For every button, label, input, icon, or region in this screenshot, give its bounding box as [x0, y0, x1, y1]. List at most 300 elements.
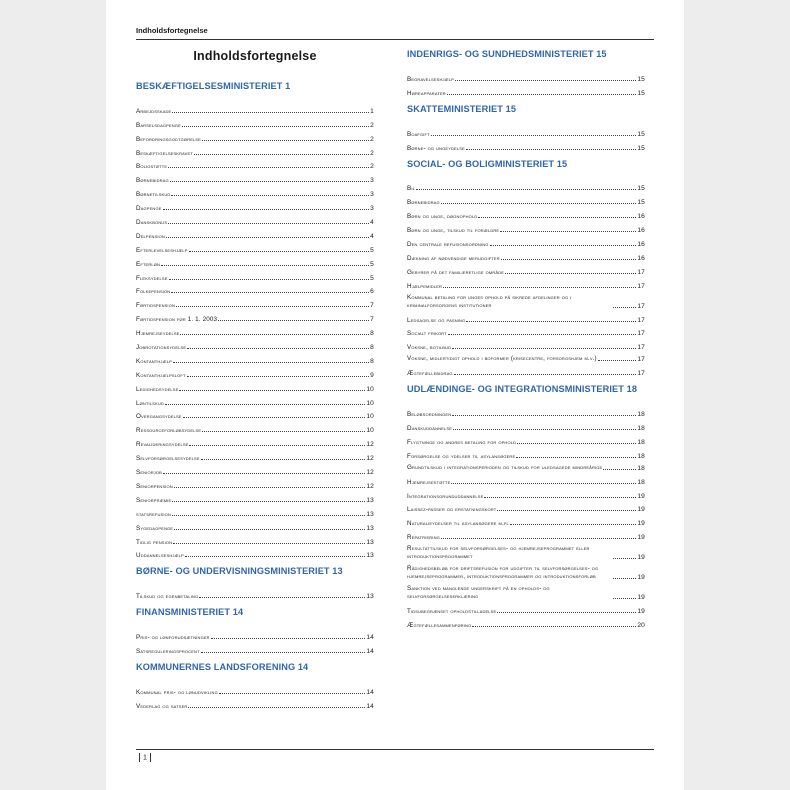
toc-entry[interactable] [136, 242, 374, 256]
dot-leader [451, 483, 636, 484]
toc-entry[interactable] [407, 208, 645, 222]
dot-leader [201, 652, 366, 653]
toc-entry-page: 3 [370, 205, 374, 213]
toc-entry-page: 16 [637, 241, 645, 249]
toc-entry-label: Tidlig pension [136, 538, 173, 546]
toc-entry[interactable] [407, 502, 645, 516]
dot-leader [187, 376, 370, 377]
toc-entry-page: 18 [637, 464, 645, 472]
toc-entry-label: Børnebidrag [136, 177, 169, 185]
section-heading: SKATTEMINISTERIET 15 [407, 103, 517, 114]
toc-entry-label: Børn og unge, døgnophold [407, 213, 478, 221]
toc-entry-label: Efterlevelseshjælp [136, 246, 188, 254]
dot-leader [171, 195, 369, 196]
toc-entry[interactable] [407, 140, 645, 154]
page-footer [136, 753, 154, 762]
toc-entry-label: Ressourceforløbsydelse [136, 427, 202, 435]
dot-leader [169, 279, 370, 280]
toc-entry[interactable] [136, 270, 374, 284]
toc-entry[interactable] [407, 85, 645, 99]
dot-leader [613, 307, 636, 308]
toc-entry-page: 17 [637, 316, 645, 324]
toc-entry[interactable] [136, 131, 374, 145]
toc-entry-page: 10 [366, 399, 374, 407]
dot-leader [172, 501, 365, 502]
toc-entry-page: 16 [637, 213, 645, 221]
toc-entry-page: 15 [637, 130, 645, 138]
dot-leader [174, 487, 366, 488]
toc-entry-label: Ægtefællebidrag [407, 370, 453, 378]
footer-rule [136, 749, 654, 750]
dot-leader [500, 231, 636, 232]
toc-entry-label: Boligstøtte [136, 163, 168, 171]
dot-leader [505, 273, 636, 274]
toc-entry-page: 14 [366, 648, 374, 656]
toc-entry-label: Dagpenge [136, 205, 162, 213]
toc-entry-page: 13 [366, 538, 374, 546]
toc-entry[interactable] [136, 629, 374, 643]
toc-entry-page: 18 [637, 438, 645, 446]
toc-entry[interactable] [407, 529, 645, 543]
dot-leader [185, 556, 366, 557]
toc-entry-label: Førtidspension [136, 302, 175, 310]
dot-leader [466, 321, 636, 322]
dot-leader [484, 497, 636, 498]
toc-entry-page: 19 [637, 492, 645, 500]
dot-leader [219, 693, 366, 694]
toc-entry-page: 20 [637, 622, 645, 630]
toc-entry-label: Danskuddannelse [407, 425, 453, 433]
toc-entry[interactable] [136, 534, 374, 548]
section-heading: INDENRIGS- OG SUNDHEDSMINISTERIET 15 [407, 49, 607, 59]
toc-entry[interactable] [407, 194, 645, 208]
toc-entry-label: Voksne, midlertidigt ophold i boformer (krisecentre, forsorgshjem m.v.) [407, 355, 597, 363]
toc-entry[interactable] [136, 436, 374, 450]
toc-entry-page: 17 [637, 356, 645, 364]
toc-entry-label: Tilskud og egenbetaling [136, 593, 199, 601]
toc-entry-label: Uddannelseshjælp [136, 552, 184, 560]
toc-entry[interactable] [407, 563, 645, 583]
dot-leader [478, 217, 636, 218]
toc-entry-label: Kontanthjælp [136, 357, 172, 365]
toc-entry-page: 2 [370, 135, 374, 143]
toc-entry-label: Seniorjob [136, 469, 162, 477]
toc-entry[interactable] [136, 228, 374, 242]
toc-entry-label: Barselsdagpenge [136, 121, 181, 129]
toc-entry-label: Førtidspension før 1. 1. 2003 [136, 316, 218, 324]
dot-leader [453, 429, 636, 430]
toc-entry-label: Børne- og ungeydelse [407, 144, 465, 152]
toc-entry[interactable] [136, 311, 374, 325]
toc-entry[interactable] [407, 406, 645, 420]
toc-entry-page: 12 [366, 469, 374, 477]
toc-entry-label: Socialt frikort [407, 330, 447, 338]
toc-entry-page: 19 [637, 534, 645, 542]
toc-entry-page: 17 [637, 282, 645, 290]
dot-leader [598, 360, 637, 361]
toc-entry[interactable] [136, 339, 374, 353]
toc-entry[interactable] [407, 312, 645, 326]
toc-entry-page: 17 [637, 268, 645, 276]
toc-entry-label: Naturalieydelser til asylansøgere m.fl [407, 520, 509, 528]
toc-entry-label: Voksne, botilbud [407, 344, 452, 352]
toc-entry-page: 19 [637, 574, 645, 582]
toc-entry-page: 10 [366, 413, 374, 421]
toc-entry[interactable] [136, 395, 374, 409]
dot-leader [182, 126, 369, 127]
toc-entry-page: 3 [370, 177, 374, 185]
dot-leader [163, 473, 365, 474]
toc-entry[interactable] [407, 250, 645, 264]
toc-entry-label: Rådighedsbeløb for driftsrefusion for udgifter til selvforsørgelses- og hjemrejseprogrammer, introduktionsprogrammer og introduktionsforløb [407, 565, 599, 581]
toc-entry-page: 2 [370, 121, 374, 129]
toc-entry-label: Høreapparater [407, 89, 446, 97]
toc-entry-label: statsrefusion [136, 510, 171, 518]
toc-entry[interactable] [407, 474, 645, 488]
toc-entry-page: 13 [366, 552, 374, 560]
toc-entry[interactable] [136, 698, 374, 712]
toc-entry-label: Integrationsgrunduddannelse [407, 492, 484, 500]
toc-entry[interactable] [407, 353, 645, 365]
toc-entry-label: Folkepension [136, 288, 171, 296]
dot-leader [201, 459, 366, 460]
dot-leader [490, 245, 637, 246]
dot-leader [202, 431, 365, 432]
right-column [407, 44, 645, 631]
toc-entry-page: 13 [366, 524, 374, 532]
toc-entry-label: Børnebidrag [407, 199, 440, 207]
toc-entry[interactable] [407, 603, 645, 617]
toc-entry[interactable] [136, 145, 374, 159]
toc-entry-label: Efterløn [136, 260, 161, 268]
toc-entry-page: 15 [637, 89, 645, 97]
toc-entry-label: Kommunal betaling for unges ophold på sikrede afdelinger og i kriminalforsorgens institutioner [407, 293, 572, 309]
toc-entry-page: 18 [637, 452, 645, 460]
dot-leader [431, 135, 637, 136]
dot-leader [452, 415, 636, 416]
toc-entry-label: Ægtefællesammenføring [407, 622, 472, 630]
section-heading: BØRNE- OG UNDERVISNINGSMINISTERIET 13 [136, 566, 343, 577]
dot-leader [202, 140, 369, 141]
toc-entry-label: Ledighedsydelse [136, 385, 179, 393]
toc-entry-page: 12 [366, 441, 374, 449]
toc-entry[interactable] [136, 200, 374, 214]
dot-leader [194, 154, 369, 155]
footer-bar-left [139, 753, 140, 762]
toc-entry-label: Hjemrejseydelse [136, 330, 180, 338]
toc-entry-label: Befordringsgodtgørelse [136, 135, 202, 143]
dot-leader [218, 320, 369, 321]
toc-entry-label: Fleksydelse [136, 274, 168, 282]
dot-leader [211, 638, 366, 639]
toc-entry-label: Arbejdsskade [136, 107, 172, 115]
toc-entry[interactable] [136, 117, 374, 131]
toc-entry-label: Selvforsørgelsesydelse [136, 455, 200, 463]
dot-leader [443, 287, 636, 288]
dot-leader [441, 203, 637, 204]
toc-entry-label: Revalideringsydelse [136, 441, 189, 449]
toc-entry-label: Repatriering [407, 534, 440, 542]
toc-entry-page: 13 [366, 593, 374, 601]
toc-entry-page: 2 [370, 149, 374, 157]
toc-entry-page: 19 [637, 594, 645, 602]
dot-leader [416, 189, 636, 190]
toc-entry[interactable] [136, 643, 374, 657]
toc-entry-label: Flygtninge og andres betaling for ophold [407, 438, 517, 446]
dot-leader [188, 707, 365, 708]
section-heading: BESKÆFTIGELSESMINISTERIET 1 [136, 81, 291, 91]
toc-entry[interactable] [136, 297, 374, 311]
dot-leader [179, 390, 365, 391]
footer-bar-right [150, 753, 151, 762]
toc-entry-page: 18 [637, 425, 645, 433]
toc-entry-page: 8 [370, 357, 374, 365]
toc-entry-page: 16 [637, 227, 645, 235]
dot-leader [448, 334, 637, 335]
toc-entry-page: 19 [637, 608, 645, 616]
toc-entry[interactable] [136, 367, 374, 381]
toc-entry[interactable] [407, 515, 645, 529]
toc-entry-label: Grundtilskud i integrationsperioden og tilskud for uledsagede mindreårige [407, 463, 603, 471]
section-heading: KOMMUNERNES LANDSFORENING 14 [136, 662, 309, 673]
toc-entry-page: 15 [637, 199, 645, 207]
toc-entry[interactable] [136, 450, 374, 464]
toc-entry[interactable] [407, 434, 645, 448]
toc-entry-label: Hjælpemidler [407, 282, 443, 290]
toc-entry[interactable] [407, 181, 645, 195]
dot-leader [165, 404, 365, 405]
toc-entry[interactable] [136, 464, 374, 478]
toc-entry[interactable] [136, 284, 374, 298]
toc-entry[interactable] [407, 488, 645, 502]
dot-leader [171, 292, 369, 293]
dot-leader [454, 374, 637, 375]
section-heading: UDLÆNDINGE- OG INTEGRATIONSMINISTERIET 18 [407, 384, 638, 395]
toc-entry[interactable] [407, 448, 645, 462]
toc-entry-label: Børn og unge, tilskud til forældre [407, 227, 500, 235]
toc-entry-label: Børnetilskud [136, 191, 171, 199]
toc-entry[interactable] [407, 583, 645, 603]
toc-entry-page: 15 [637, 185, 645, 193]
section-heading: SOCIAL- OG BOLIGMINISTERIET 15 [407, 158, 568, 169]
toc-entry-label: Sygedagpenge [136, 524, 174, 532]
running-header: Indholdsfortegnelse [136, 26, 208, 35]
dot-leader [603, 469, 636, 470]
dot-leader [455, 80, 636, 81]
dot-leader [166, 237, 369, 238]
dot-leader [189, 251, 370, 252]
toc-entry-page: 17 [637, 370, 645, 378]
toc-entry[interactable] [136, 159, 374, 173]
dot-leader [447, 94, 637, 95]
toc-entry-page: 18 [637, 411, 645, 419]
dot-leader [466, 149, 636, 150]
toc-entry[interactable] [407, 326, 645, 340]
toc-entry-label: Pris- og lønforudsætninger [136, 634, 210, 642]
toc-entry-label: Tidsubegrænset opholdstilladelse [407, 608, 497, 616]
toc-entry-label: Beløbsordningen [407, 411, 452, 419]
dot-leader [472, 626, 636, 627]
toc-entry[interactable] [136, 548, 374, 562]
dot-leader [172, 515, 365, 516]
toc-entry-label: Delpension [136, 232, 165, 240]
toc-entry[interactable] [136, 492, 374, 506]
toc-entry-page: 14 [366, 702, 374, 710]
toc-entry-label: Satsreguleringsprocent [136, 648, 200, 656]
toc-entry[interactable] [136, 520, 374, 534]
dot-leader [176, 306, 369, 307]
dot-leader [613, 558, 636, 559]
toc-entry[interactable] [407, 126, 645, 140]
dot-leader [161, 265, 369, 266]
footer-page-number: 1 [143, 754, 147, 762]
toc-entry-page: 12 [366, 455, 374, 463]
toc-entry-label: Laissez-passer og erstatningskort [407, 506, 497, 514]
dot-leader [199, 597, 365, 598]
toc-entry[interactable] [136, 353, 374, 367]
dot-leader [168, 167, 369, 168]
toc-entry-page: 14 [366, 688, 374, 696]
toc-entry-page: 3 [370, 191, 374, 199]
toc-entry[interactable] [136, 256, 374, 270]
right-sections [407, 44, 645, 631]
toc-entry[interactable] [407, 365, 645, 379]
toc-entry-page: 13 [366, 496, 374, 504]
toc-entry-page: 15 [637, 75, 645, 83]
toc-entry-page: 8 [370, 344, 374, 352]
toc-entry-label: Jobrotationsydelse [136, 344, 187, 352]
toc-entry-label: Sanktion ved manglende underskrift på en opholds- og selvforsørgelseserklæring [407, 585, 550, 601]
toc-entry-label: Den centrale refusionsordning [407, 241, 489, 249]
toc-entry-label: Kommunal pris- og lønudvikling [136, 688, 218, 696]
toc-entry[interactable] [136, 684, 374, 698]
left-column [136, 44, 374, 712]
toc-entry-label: Vederlag og satser [136, 702, 188, 710]
toc-entry-label: Dækning af nødvendige merudgifter [407, 254, 500, 262]
toc-entry[interactable] [136, 422, 374, 436]
toc-entry[interactable] [407, 71, 645, 85]
toc-entry-page: 1 [370, 107, 374, 115]
dot-leader [441, 538, 636, 539]
toc-entry[interactable] [407, 420, 645, 434]
toc-entry-label: Seniorpræmie [136, 496, 172, 504]
toc-entry-page: 5 [370, 260, 374, 268]
toc-entry-page: 6 [370, 288, 374, 296]
toc-entry-page: 5 [370, 274, 374, 282]
toc-entry[interactable] [136, 103, 374, 117]
toc-entry-page: 4 [370, 219, 374, 227]
toc-entry-label: Forsørgelse og ydelser til asylansøgere [407, 452, 516, 460]
toc-entry[interactable] [407, 264, 645, 278]
toc-entry[interactable] [136, 381, 374, 395]
dot-leader [613, 578, 636, 579]
toc-entry-page: 17 [637, 330, 645, 338]
toc-entry[interactable] [407, 543, 645, 563]
toc-entry-page: 5 [370, 246, 374, 254]
toc-entry-page: 14 [366, 634, 374, 642]
toc-entry-page: 19 [637, 554, 645, 562]
dot-leader [174, 529, 365, 530]
dot-leader [172, 112, 369, 113]
toc-entry-label: Løntilskud [136, 399, 164, 407]
dot-leader [170, 181, 369, 182]
page-title: Indholdsfortegnelse [193, 49, 317, 63]
toc-entry-page: 9 [370, 371, 374, 379]
toc-entry[interactable] [407, 462, 645, 474]
toc-entry[interactable] [407, 278, 645, 292]
toc-entry[interactable] [407, 292, 645, 312]
dot-leader [517, 443, 636, 444]
dot-leader [163, 209, 370, 210]
toc-entry[interactable] [407, 339, 645, 353]
toc-entry-page: 19 [637, 520, 645, 528]
dot-leader [183, 417, 366, 418]
dot-leader [497, 510, 636, 511]
section-heading: FINANSMINISTERIET 14 [136, 607, 244, 618]
toc-entry-page: 2 [370, 163, 374, 171]
toc-entry[interactable] [136, 325, 374, 339]
toc-entry-page: 15 [637, 144, 645, 152]
toc-entry-label: Bil [407, 185, 415, 193]
toc-entry[interactable] [136, 409, 374, 423]
dot-leader [510, 524, 636, 525]
toc-entry[interactable] [136, 186, 374, 200]
dot-leader [173, 543, 365, 544]
dot-leader [452, 348, 636, 349]
toc-entry-label: Kontanthjælpsloft [136, 371, 186, 379]
dot-leader [501, 259, 637, 260]
toc-entry-label: Hjemrejsestøtte [407, 478, 451, 486]
toc-entry-page: 18 [637, 478, 645, 486]
toc-entry-page: 10 [366, 427, 374, 435]
document-page [106, 0, 684, 790]
dot-leader [613, 598, 636, 599]
toc-entry-label: Gebyrer på det familieretlige område [407, 268, 505, 276]
toc-entry-page: 10 [366, 385, 374, 393]
toc-entry-page: 8 [370, 330, 374, 338]
toc-entry-label: Begravelseshjælp [407, 75, 454, 83]
toc-entry[interactable] [136, 588, 374, 602]
toc-entry-label: Ledsagelse og pasning [407, 316, 466, 324]
toc-entry[interactable] [136, 172, 374, 186]
toc-entry-page: 17 [637, 344, 645, 352]
header-rule [136, 39, 654, 40]
dot-leader [189, 445, 365, 446]
toc-entry-label: Danskbonus [136, 219, 168, 227]
toc-entry-page: 16 [637, 254, 645, 262]
toc-entry-label: Overgangsydelse [136, 413, 182, 421]
toc-entry-label: Beskæftigelseskravet [136, 149, 193, 157]
toc-entry[interactable] [136, 506, 374, 520]
dot-leader [168, 223, 369, 224]
dot-leader [187, 348, 369, 349]
dot-leader [497, 612, 636, 613]
toc-entry-label: Resultattilskud for selvforsørgelses- og hjemrejseprogrammet eller introduktionsprogrammet [407, 545, 590, 561]
dot-leader [516, 457, 636, 458]
toc-entry-page: 7 [370, 316, 374, 324]
toc-entry-page: 17 [637, 302, 645, 310]
toc-entry[interactable] [407, 222, 645, 236]
dot-leader [180, 334, 369, 335]
toc-entry-page: 4 [370, 232, 374, 240]
toc-entry[interactable] [407, 236, 645, 250]
toc-entry-page: 12 [366, 482, 374, 490]
toc-entry-label: Seniorpension [136, 482, 173, 490]
toc-entry[interactable] [407, 617, 645, 631]
toc-entry[interactable] [136, 478, 374, 492]
toc-entry[interactable] [136, 214, 374, 228]
toc-entry-page: 13 [366, 510, 374, 518]
